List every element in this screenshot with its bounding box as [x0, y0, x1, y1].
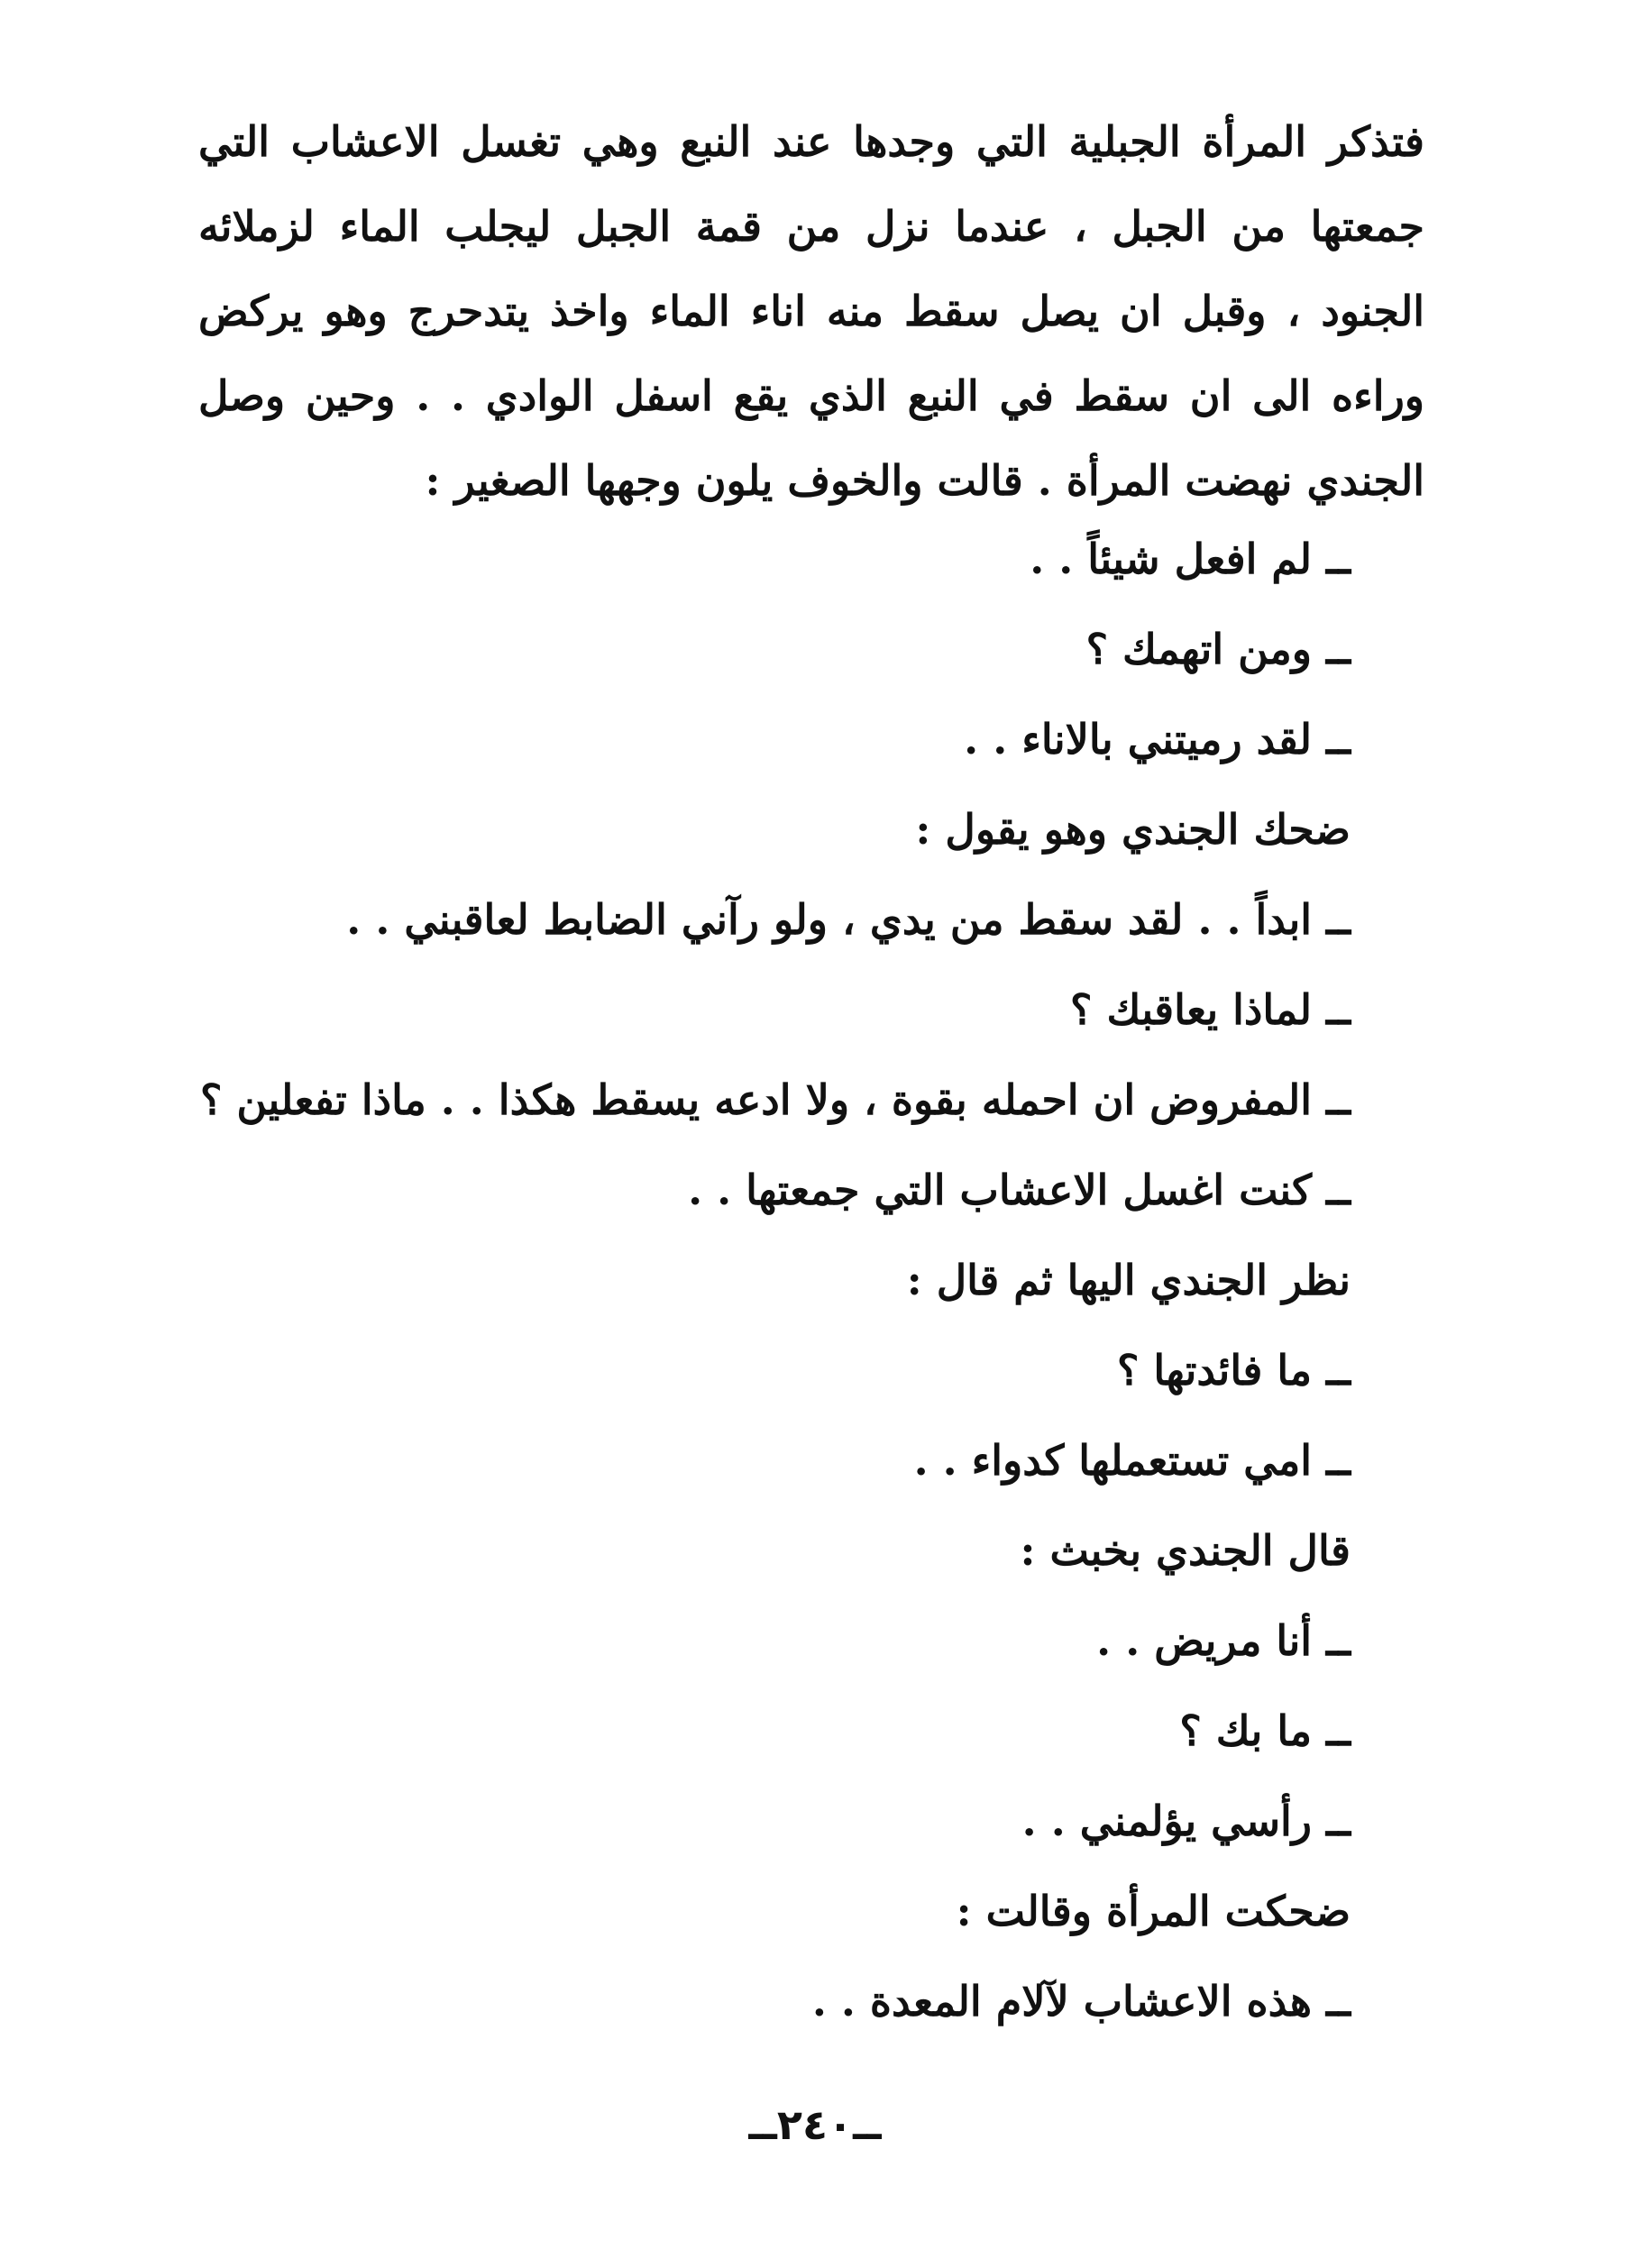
- dialogue-line: ــ ومن اتهمك ؟: [1085, 625, 1351, 673]
- dialogue-line: ــ أنا مريض . .: [1096, 1616, 1351, 1665]
- dialogue-line: ــ لماذا يعاقبك ؟: [1070, 985, 1351, 1034]
- dialogue-line: ــ امي تستعملها كدواء . .: [913, 1436, 1351, 1485]
- dialogue-line: ــ ابداً . . لقد سقط من يدي ، ولو رآني الضابط لعاقبني . .: [346, 895, 1351, 944]
- narration-line: ضحكت المرأة وقالت :: [956, 1887, 1351, 1935]
- dialogue-line: ــ ما بك ؟: [1179, 1706, 1351, 1755]
- dialogue-line: ــ كنت اغسل الاعشاب التي جمعتها . .: [688, 1166, 1351, 1214]
- dialogue-line: ــ رأسي يؤلمني . .: [1021, 1797, 1351, 1845]
- dialogue-line: ــ هذه الاعشاب لآلام المعدة . .: [811, 1977, 1351, 2026]
- dialogue-lines: [179, 514, 1351, 2046]
- narration-line: قال الجندي بخبث :: [1020, 1526, 1351, 1575]
- opening-paragraph: فتذكر المرأة الجبلية التي وجدها عند النبع وهي تغسل الاعشاب التي جمعتها من الجبل ، عندما نزل من قمة الجبل ليجلب الماء لزملائه الجنود ، وقبل ان يصل سقط منه اناء الماء واخذ يتدحرج وهو يركض وراءه الى ان سقط في النبع الذي يقع اسفل الوادي . . وحين وصل الجندي نهضت المرأة . قالت والخوف يلون وجهها الصغير :: [198, 117, 1424, 505]
- narration-line: نظر الجندي اليها ثم قال :: [906, 1256, 1351, 1304]
- narration-line: ضحك الجندي وهو يقول :: [915, 805, 1351, 854]
- page-number: ــ٢٤٠ــ: [748, 2100, 882, 2149]
- dialogue-line: ــ ما فائدتها ؟: [1116, 1346, 1351, 1395]
- dialogue-line: ــ المفروض ان احمله بقوة ، ولا ادعه يسقط هكذا . . ماذا تفعلين ؟: [199, 1075, 1351, 1124]
- dialogue-line: ــ لم افعل شيئاً . .: [1030, 535, 1351, 583]
- dialogue-line: ــ لقد رميتني بالاناء . .: [964, 715, 1351, 764]
